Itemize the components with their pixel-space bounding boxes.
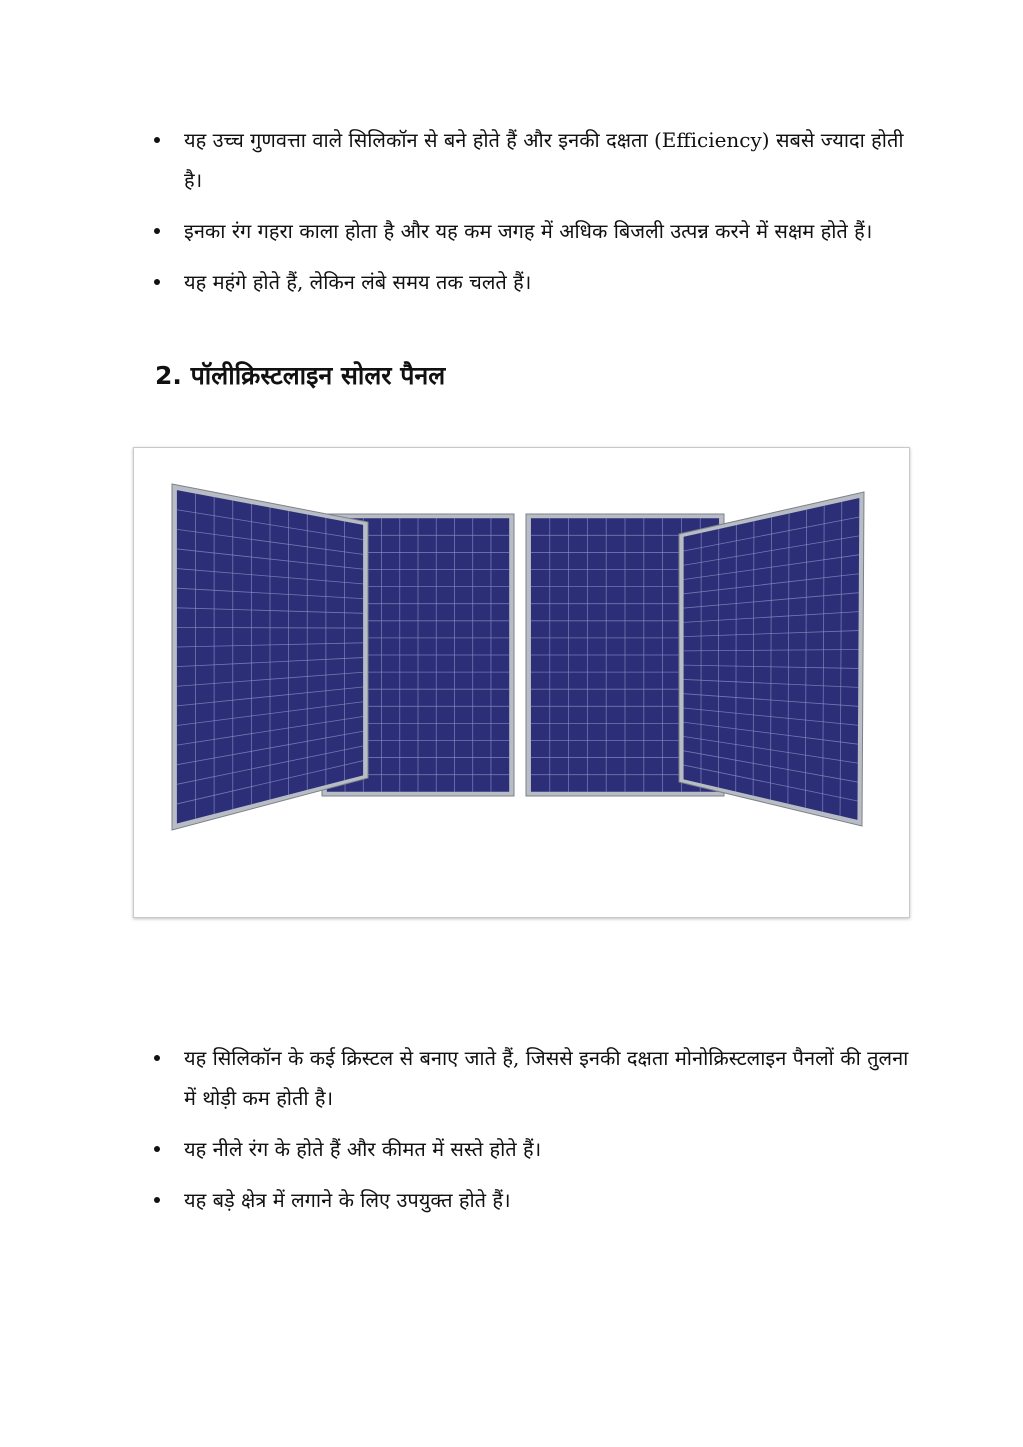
bullet-icon — [154, 1146, 160, 1152]
list-item-text: इनका रंग गहरा काला होता है और यह कम जगह में अधिक बिजली उत्पन्न करने में सक्षम होते हैं। — [184, 219, 873, 243]
bullet-icon — [154, 1197, 160, 1203]
mono-panel-bullet-list — [150, 120, 910, 313]
list-item-text: यह सिलिकॉन के कई क्रिस्टल से बनाए जाते हैं, जिससे इनकी दक्षता मोनोक्रिस्टलाइन पैनलों की तुलना में थोड़ी कम होती है। — [184, 1046, 909, 1110]
list-item — [150, 262, 910, 302]
bullet-icon — [154, 279, 160, 285]
list-item — [150, 1038, 910, 1118]
solar-panels-image — [133, 447, 910, 918]
list-item — [150, 120, 910, 200]
list-item-text: यह नीले रंग के होते हैं और कीमत में सस्ते होते हैं। — [184, 1137, 542, 1161]
bullet-icon — [154, 228, 160, 234]
section-heading: 2. पॉलीक्रिस्टलाइन सोलर पैनल — [155, 361, 446, 390]
list-item — [150, 1180, 910, 1220]
list-item-text: यह महंगे होते हैं, लेकिन लंबे समय तक चलते हैं। — [184, 270, 532, 294]
bullet-icon — [154, 137, 160, 143]
list-item-text: यह बड़े क्षेत्र में लगाने के लिए उपयुक्त होते हैं। — [184, 1188, 511, 1212]
poly-panel-bullet-list — [150, 1038, 910, 1231]
list-item-text: यह उच्च गुणवत्ता वाले सिलिकॉन से बने होते हैं और इनकी दक्षता (Efficiency) सबसे ज्यादा होती है। — [184, 128, 904, 192]
bullet-icon — [154, 1055, 160, 1061]
solar-panels-illustration — [134, 448, 909, 917]
list-item — [150, 211, 910, 251]
list-item — [150, 1129, 910, 1169]
